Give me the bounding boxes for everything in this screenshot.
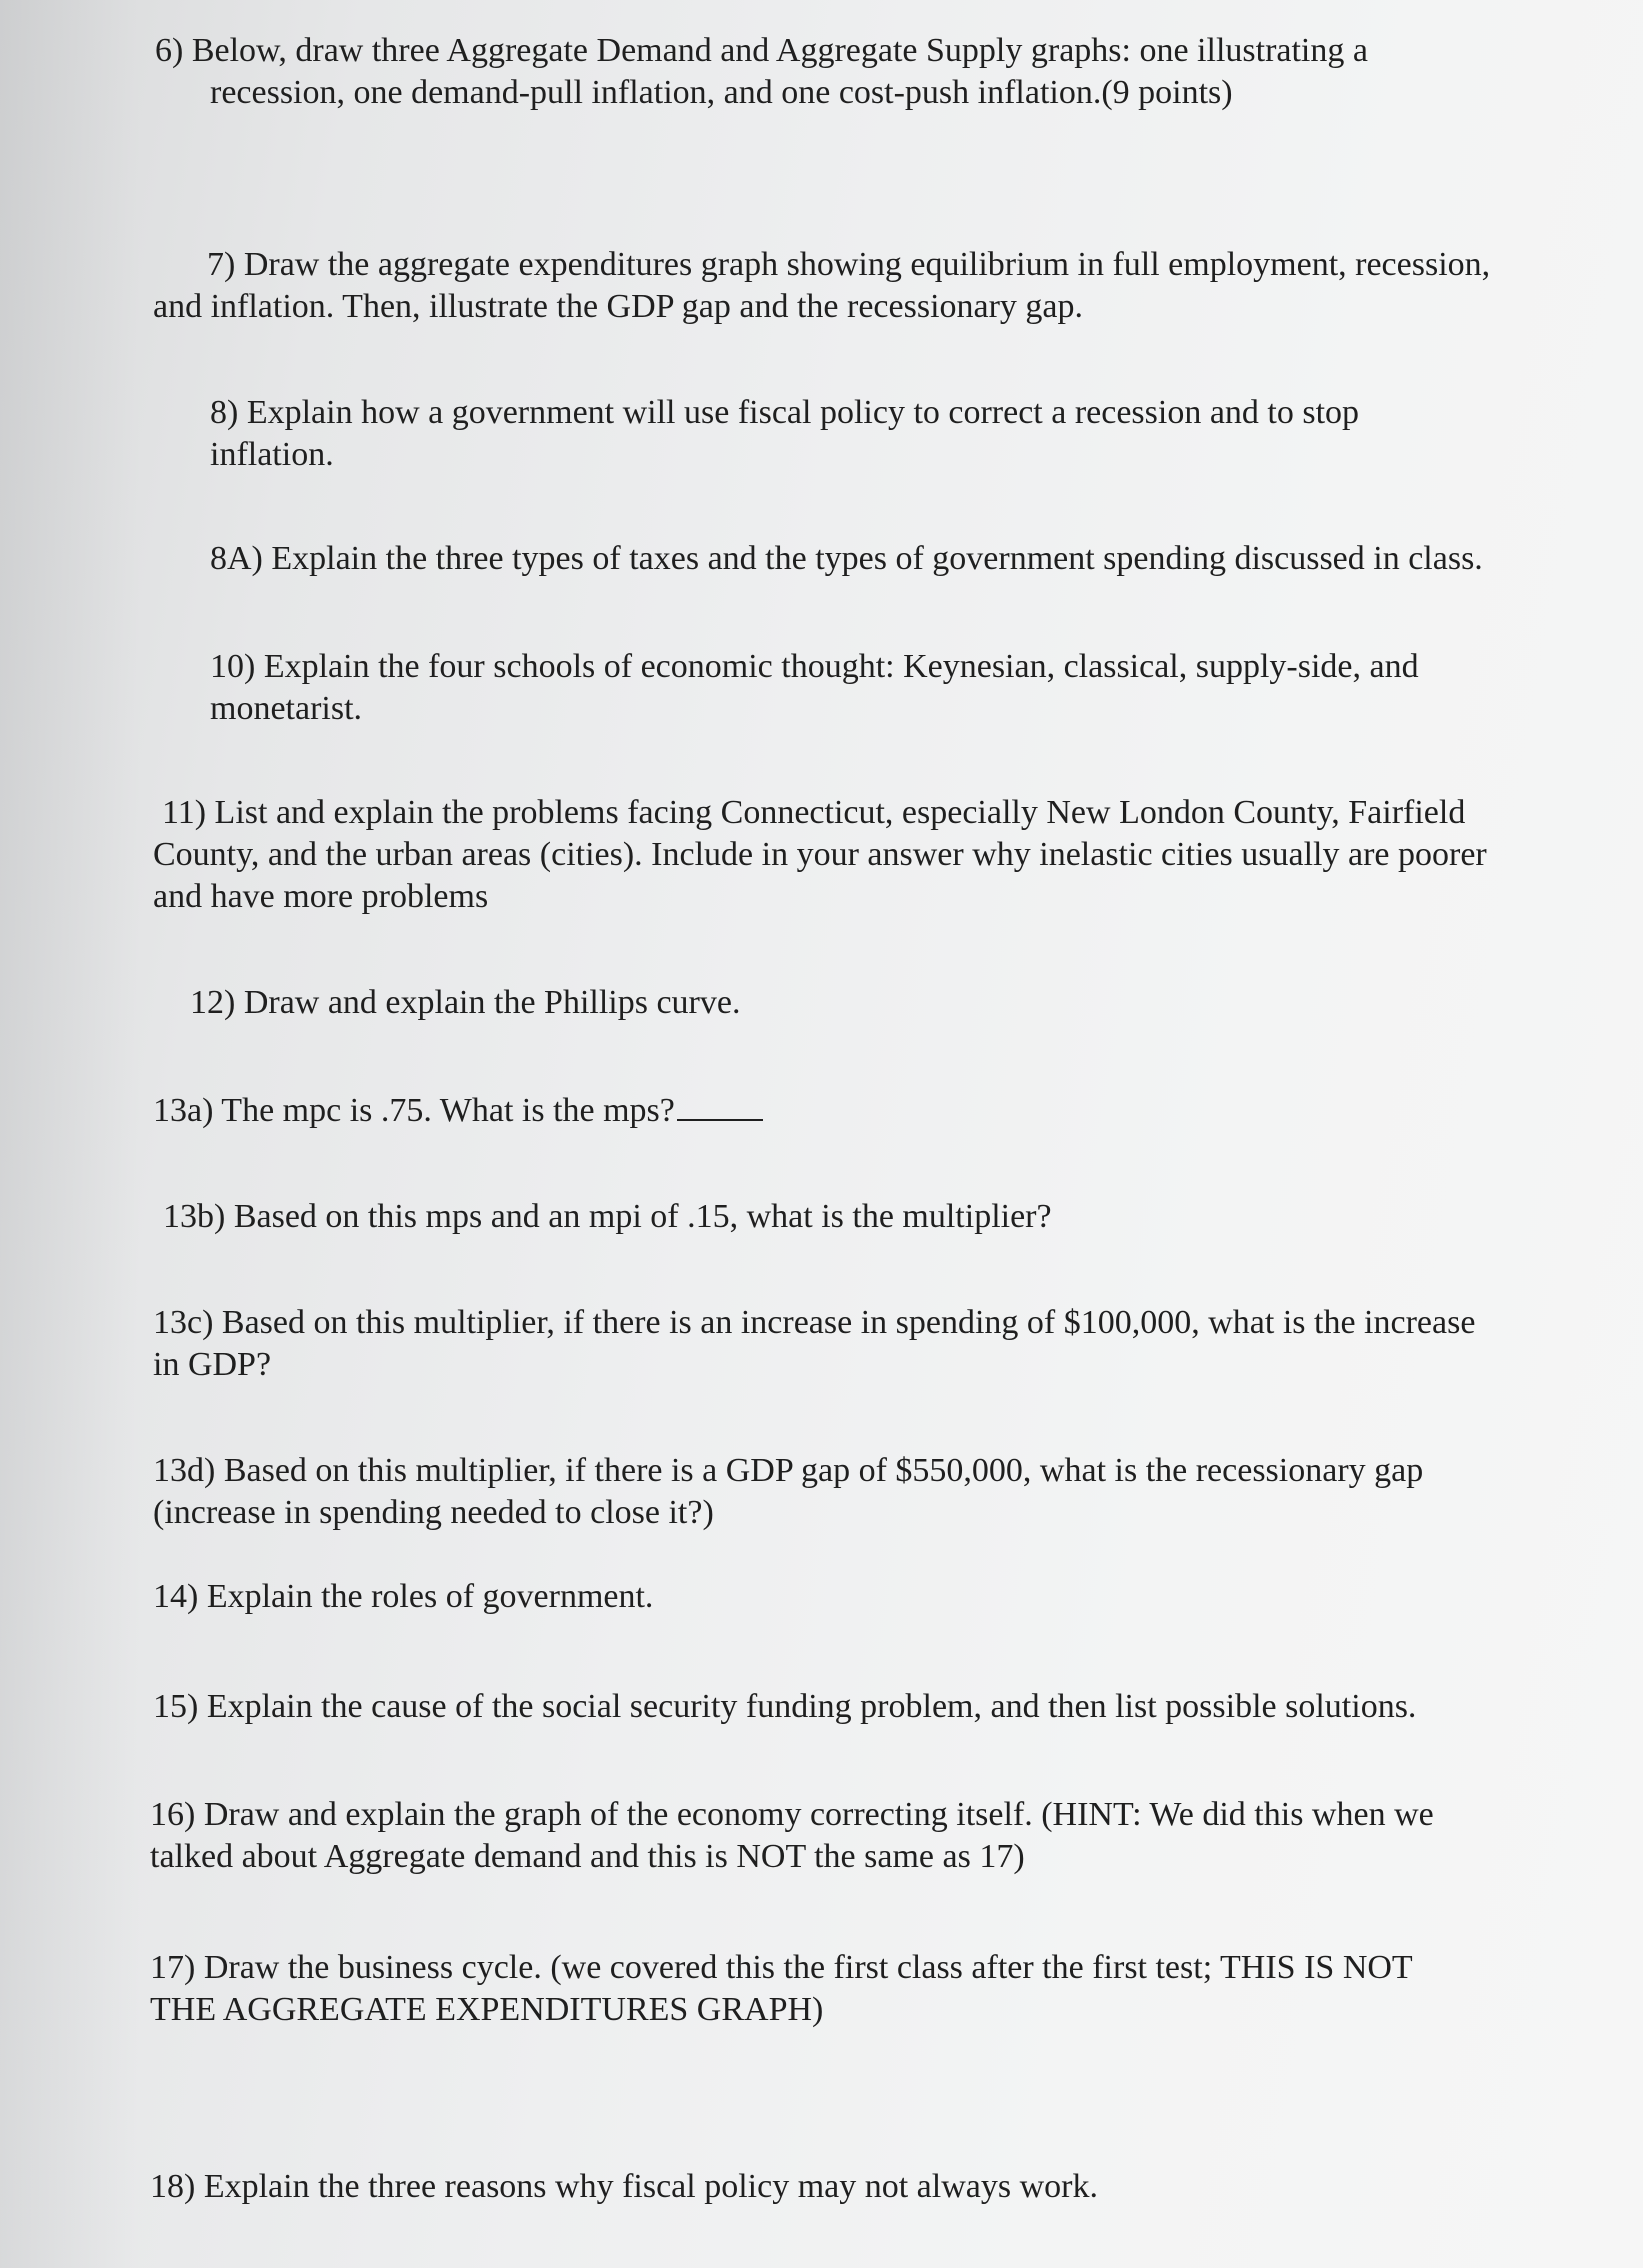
question-12: 12) Draw and explain the Phillips curve. [190, 984, 741, 1021]
question-6-line-1: 6) Below, draw three Aggregate Demand and Aggregate Supply graphs: one illustrating a [155, 32, 1368, 69]
question-7-line-2: and inflation. Then, illustrate the GDP gap and the recessionary gap. [153, 288, 1084, 325]
question-16-line-1: 16) Draw and explain the graph of the economy correcting itself. (HINT: We did this when we [150, 1796, 1434, 1833]
question-17-line-1: 17) Draw the business cycle. (we covered this the first class after the first test; THIS IS NOT [150, 1949, 1413, 1986]
question-6-line-2: recession, one demand-pull inflation, and one cost-push inflation.(9 points) [210, 74, 1233, 111]
question-14: 14) Explain the roles of government. [153, 1578, 654, 1615]
question-15: 15) Explain the cause of the social security funding problem, and then list possible solutions. [153, 1688, 1417, 1725]
question-16-line-2: talked about Aggregate demand and this is NOT the same as 17) [150, 1838, 1025, 1875]
question-18: 18) Explain the three reasons why fiscal policy may not always work. [150, 2168, 1098, 2205]
question-13c-line-1: 13c) Based on this multiplier, if there is an increase in spending of $100,000, what is the increase [153, 1304, 1476, 1341]
question-13a [153, 1090, 763, 1132]
question-8A: 8A) Explain the three types of taxes and the types of government spending discussed in class. [210, 540, 1483, 577]
question-13b: 13b) Based on this mps and an mpi of .15, what is the multiplier? [163, 1198, 1052, 1235]
question-10-line-1: 10) Explain the four schools of economic thought: Keynesian, classical, supply-side, and [210, 648, 1419, 685]
answer-blank-13a [677, 1118, 763, 1121]
question-10-line-2: monetarist. [210, 690, 363, 727]
question-13a-text: 13a) The mpc is .75. What is the mps? [153, 1092, 675, 1129]
question-11-line-2: County, and the urban areas (cities). Include in your answer why inelastic cities usually are poorer [153, 836, 1487, 873]
left-shadow [0, 0, 140, 2268]
question-17-line-2: THE AGGREGATE EXPENDITURES GRAPH) [150, 1991, 824, 2028]
question-11-line-3: and have more problems [153, 878, 489, 915]
question-11-line-1: 11) List and explain the problems facing Connecticut, especially New London County, Fairfield [162, 794, 1466, 831]
question-8-line-2: inflation. [210, 436, 334, 473]
question-13d-line-1: 13d) Based on this multiplier, if there is a GDP gap of $550,000, what is the recessionary gap [153, 1452, 1424, 1489]
question-13d-line-2: (increase in spending needed to close it?) [153, 1494, 714, 1531]
question-13c-line-2: in GDP? [153, 1346, 272, 1383]
question-8-line-1: 8) Explain how a government will use fiscal policy to correct a recession and to stop [210, 394, 1360, 431]
question-7-line-1: 7) Draw the aggregate expenditures graph showing equilibrium in full employment, recession, [207, 246, 1491, 283]
